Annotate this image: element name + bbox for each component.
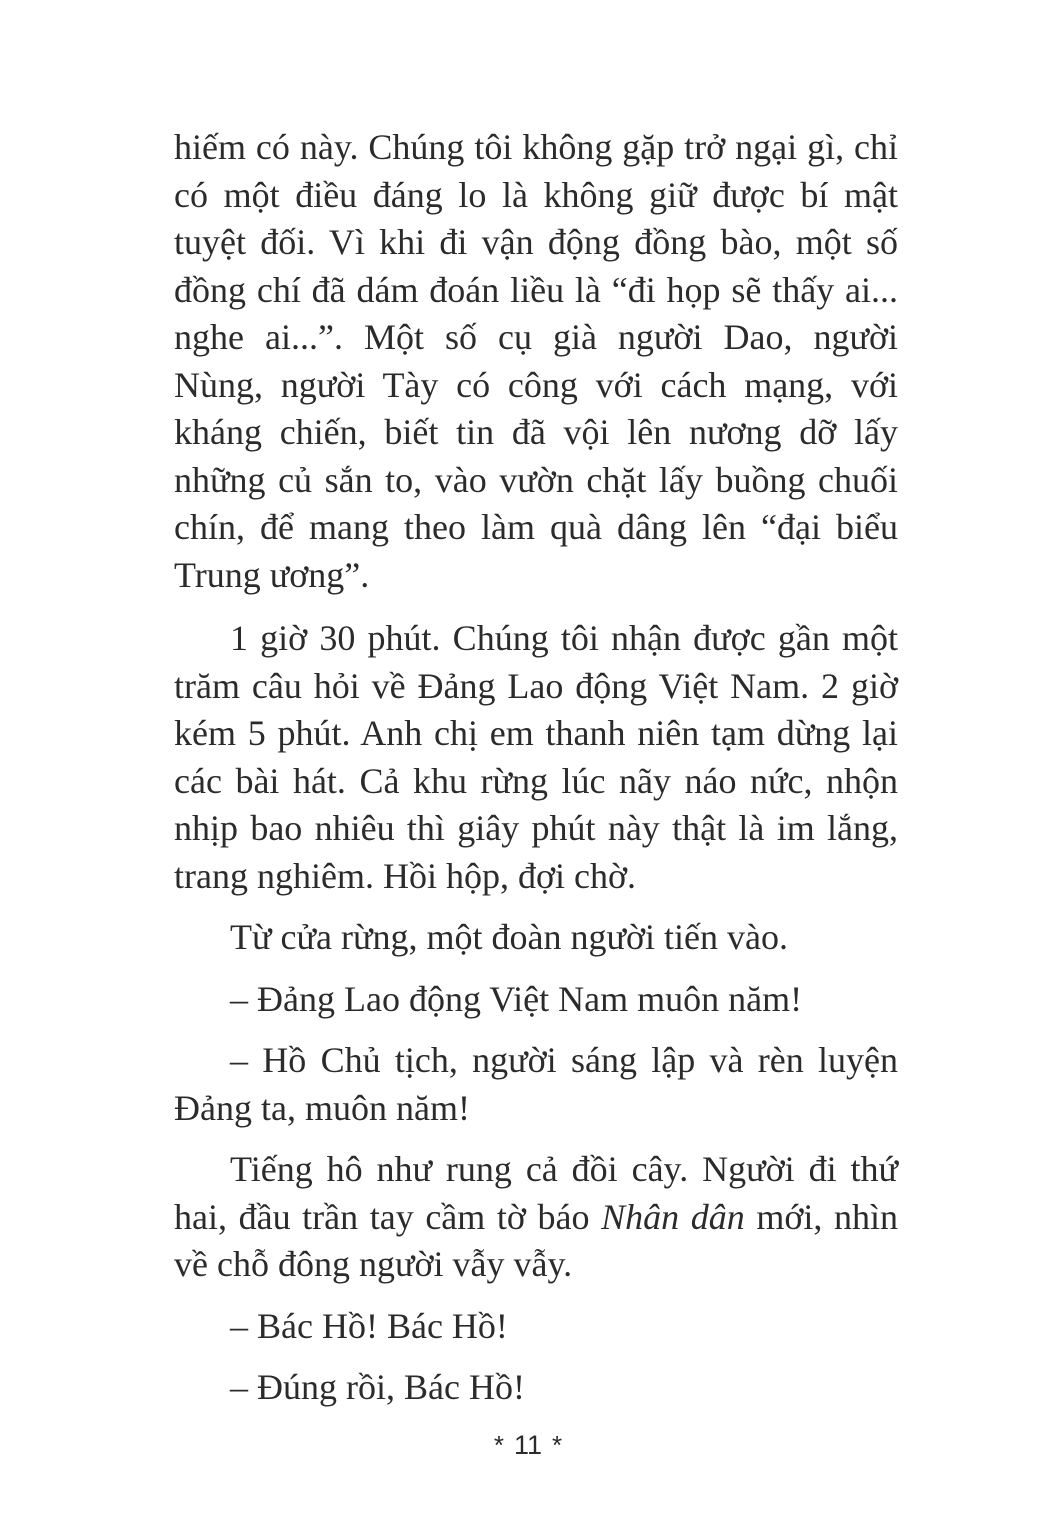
paragraph-2: 1 giờ 30 phút. Chúng tôi nhận được gần một trăm câu hỏi về Đảng Lao động Việt Nam. 2 giờ kém 5 phút. Anh chị em thanh niên tạm dừng lại các bài hát. Cả khu rừng lúc nãy náo nức, nhộn nhịp bao nhiêu thì giây phút này thật là im lắng, trang nghiêm. Hồi hộp, đợi chờ. bbox=[174, 618, 898, 896]
paragraph-3: Từ cửa rừng, một đoàn người tiến vào. bbox=[230, 917, 788, 957]
paragraph-6-after: mới, nhìn về chỗ đông người vẫy vẫy. bbox=[174, 1196, 899, 1284]
page-number: 11 bbox=[513, 1430, 543, 1460]
paragraph-4: – Đảng Lao động Việt Nam muôn năm! bbox=[230, 978, 803, 1019]
paragraph-6-before: Tiếng hô như rung cả đồi cây. Người đi thứ hai, đầu trần tay cầm tờ báo bbox=[174, 1149, 898, 1237]
dialogue-line-2: – Đúng rồi, Bác Hồ! bbox=[230, 1367, 525, 1407]
paragraph-5: – Hồ Chủ tịch, người sáng lập và rèn luyện Đảng ta, muôn năm! bbox=[174, 1040, 898, 1128]
page-number-footer bbox=[0, 1428, 1056, 1462]
body-text bbox=[174, 124, 898, 1412]
paragraph-1: hiếm có này. Chúng tôi không gặp trở ngại gì, chỉ có một điều đáng lo là không giữ được bí mật tuyệt đối. Vì khi đi vận động đồng bào, một số đồng chí đã dám đoán liều là “đi họp sẽ thấy ai... nghe ai...”. Một số cụ già người Dao, người Nùng, người Tày có công với cách mạng, với kháng chiến, biết tin đã vội lên nương dỡ lấy những củ sắn to, vào vườn chặt lấy buồng chuối chín, để mang theo làm quà dâng lên “đại biểu Trung ương”. bbox=[174, 127, 898, 595]
newspaper-title: Nhân dân bbox=[601, 1196, 745, 1237]
folio-star-left: * bbox=[493, 1430, 504, 1460]
paragraph-6 bbox=[174, 1146, 898, 1289]
dialogue-line-1: – Bác Hồ! Bác Hồ! bbox=[230, 1305, 508, 1346]
folio-star-right: * bbox=[552, 1430, 563, 1460]
